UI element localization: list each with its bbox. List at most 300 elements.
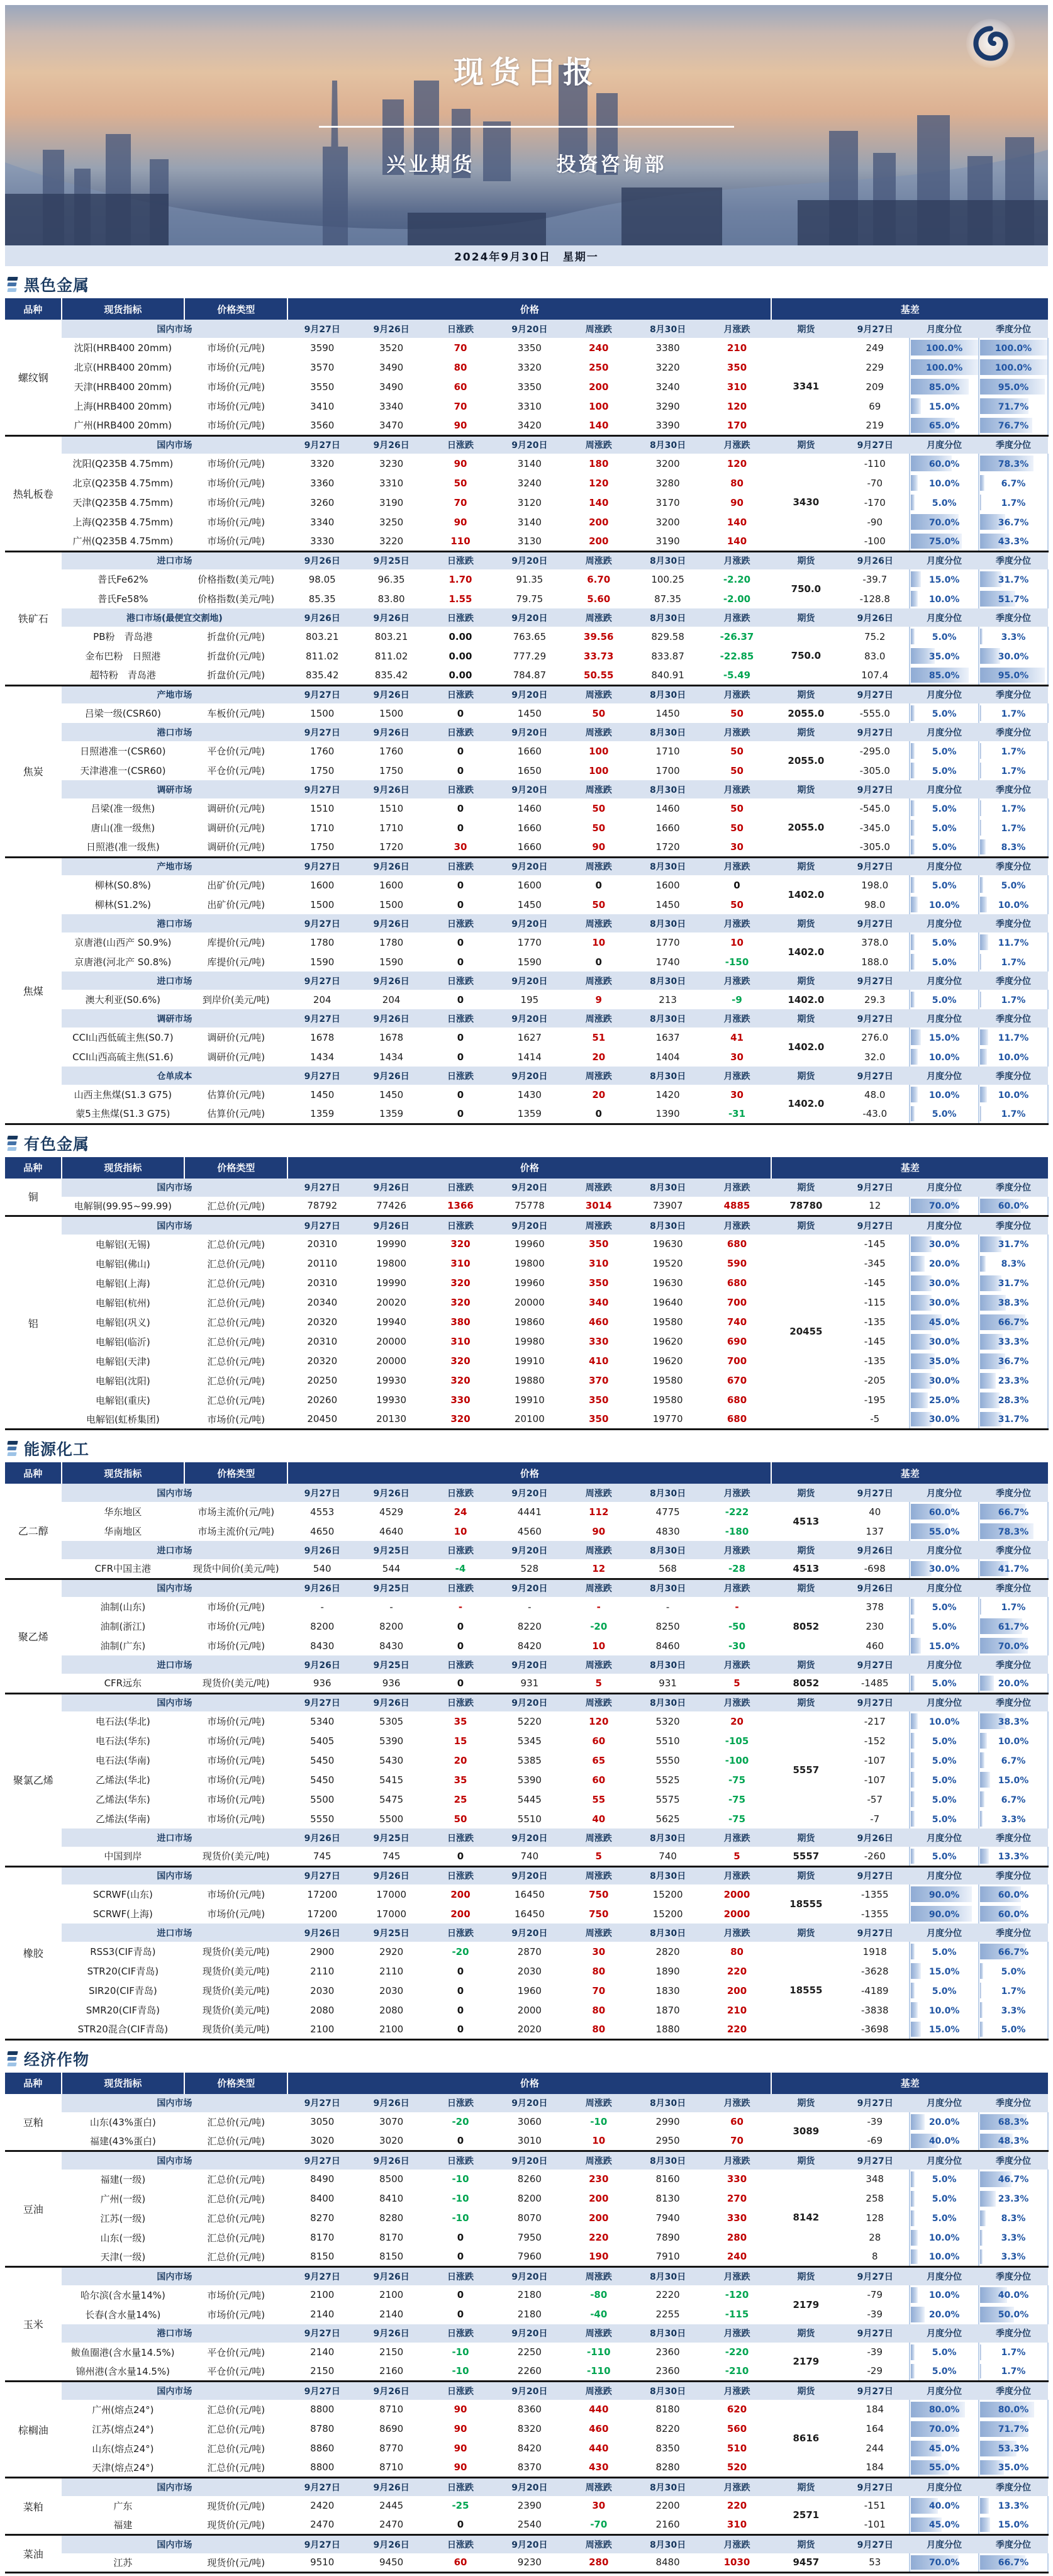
price-type-cell: 市场价(元/吨) <box>184 532 287 551</box>
change-cell: 10 <box>426 1521 495 1541</box>
percentile-bar <box>911 2114 925 2130</box>
price-cell: 3220 <box>633 357 703 377</box>
indicator-header: 现货指标 <box>62 2073 185 2094</box>
price-cell: 8200 <box>357 1616 426 1636</box>
percentile-cell <box>910 1332 979 1352</box>
percentile-value: 10.0% <box>998 1737 1029 1747</box>
change-cell: - <box>426 1597 495 1616</box>
change-cell: 0 <box>426 1047 495 1067</box>
price-cell: 1720 <box>357 837 426 857</box>
change-cell: 50 <box>564 895 633 914</box>
change-cell: 0 <box>426 2516 495 2535</box>
date-header-cell: 月涨跌 <box>703 780 772 798</box>
percentile-cell <box>910 1104 979 1124</box>
price-cell: 3070 <box>357 2112 426 2132</box>
table-row <box>5 818 1048 837</box>
price-cell: 83.80 <box>357 589 426 608</box>
price-cell: 931 <box>633 1674 703 1693</box>
basis-header-cell: 月度分位 <box>910 2382 979 2400</box>
date-header-cell: 9月20日 <box>495 1541 564 1559</box>
change-cell: 270 <box>703 2189 772 2209</box>
price-cell: 8860 <box>287 2439 357 2458</box>
price-cell: 1660 <box>495 837 564 857</box>
date-header-cell: 月涨跌 <box>703 1484 772 1502</box>
futures-price-cell: 18555 <box>771 1942 840 2039</box>
price-cell: 745 <box>357 1847 426 1866</box>
price-group-header: 价格 <box>287 2073 771 2094</box>
change-cell: -26.37 <box>703 627 772 646</box>
date-header-cell: 8月30日 <box>633 2382 703 2400</box>
percentile-value: 70.0% <box>929 1201 960 1211</box>
futures-header-cell: 期货 <box>771 1924 840 1942</box>
change-cell: 680 <box>703 1274 772 1293</box>
price-cell: 829.58 <box>633 627 703 646</box>
change-cell: 0 <box>426 703 495 723</box>
change-cell: 310 <box>564 1254 633 1274</box>
date-header-cell: 8月30日 <box>633 1828 703 1847</box>
basis-header-cell: 9月27日 <box>840 972 910 990</box>
percentile-cell <box>910 2343 979 2362</box>
futures-header-cell: 期货 <box>771 685 840 703</box>
price-cell: 8320 <box>495 2419 564 2439</box>
table-row <box>5 2285 1048 2305</box>
basis-value-cell: 378.0 <box>840 932 910 952</box>
price-cell: 8420 <box>495 2439 564 2458</box>
change-cell: 250 <box>564 357 633 377</box>
date-header-cell: 9月27日 <box>287 914 357 932</box>
date-header-cell: 日涨跌 <box>426 2324 495 2343</box>
basis-value-cell: -90 <box>840 512 910 532</box>
table-row <box>5 1274 1048 1293</box>
change-cell: 70 <box>426 338 495 357</box>
percentile-value: 25.0% <box>929 1396 960 1406</box>
futures-price-cell: 8052 <box>771 1597 840 1655</box>
price-cell: 803.21 <box>357 627 426 646</box>
price-cell: 3010 <box>495 2132 564 2151</box>
basis-header-cell: 月度分位 <box>910 1067 979 1085</box>
price-cell: 763.65 <box>495 627 564 646</box>
change-cell: 80 <box>564 2020 633 2039</box>
indicator-cell: 电石法(华北) <box>62 1711 185 1731</box>
date-header-cell: 9月27日 <box>287 435 357 454</box>
price-cell: 2160 <box>633 2516 703 2535</box>
price-cell: 3120 <box>495 493 564 512</box>
change-cell: 100 <box>564 396 633 416</box>
percentile-cell <box>910 952 979 972</box>
price-type-cell: 价格指数(美元/吨) <box>184 589 287 608</box>
percentile-bar <box>980 2210 986 2226</box>
date-header-cell: 9月20日 <box>495 1009 564 1028</box>
date-header-cell: 月涨跌 <box>703 608 772 627</box>
price-cell: 3200 <box>633 454 703 473</box>
basis-value-cell: -295.0 <box>840 741 910 761</box>
basis-value-cell: 244 <box>840 2439 910 2458</box>
date-header-cell: 9月26日 <box>287 551 357 569</box>
basis-header-cell: 月度分位 <box>910 1484 979 1502</box>
futures-header-cell: 期货 <box>771 780 840 798</box>
date-header-cell: 周涨跌 <box>564 914 633 932</box>
date-header-cell: 8月30日 <box>633 1009 703 1028</box>
table-row <box>5 1313 1048 1332</box>
futures-header-cell: 期货 <box>771 1484 840 1502</box>
date-header-cell: 日涨跌 <box>426 2094 495 2112</box>
price-cell: 5390 <box>495 1770 564 1789</box>
price-cell: 3240 <box>495 473 564 493</box>
table-row <box>5 1332 1048 1352</box>
indicator-cell: 普氏Fe62% <box>62 569 185 589</box>
percentile-cell <box>979 1711 1048 1731</box>
percentile-cell <box>979 1352 1048 1371</box>
price-cell: 8410 <box>357 2189 426 2209</box>
percentile-cell <box>979 2305 1048 2324</box>
percentile-bar <box>911 1944 914 1959</box>
date-header-cell: 9月20日 <box>495 780 564 798</box>
futures-header-cell: 期货 <box>771 2478 840 2496</box>
percentile-cell <box>910 1502 979 1521</box>
market-subheader-row <box>5 1216 1048 1235</box>
indicator-cell: 长春(含水量14%) <box>62 2305 185 2324</box>
date-header-cell: 日涨跌 <box>426 1828 495 1847</box>
basis-header-cell: 月度分位 <box>910 2267 979 2285</box>
percentile-cell <box>979 1410 1048 1430</box>
price-cell: 1590 <box>357 952 426 972</box>
change-cell: 140 <box>703 532 772 551</box>
price-cell: 3490 <box>357 357 426 377</box>
price-type-cell: 汇总价(元/吨) <box>184 1332 287 1352</box>
basis-header-cell: 9月27日 <box>840 780 910 798</box>
market-subheader-row <box>5 780 1048 798</box>
date-header-cell: 9月25日 <box>357 1541 426 1559</box>
price-cell: 2390 <box>495 2496 564 2516</box>
change-cell: 0.00 <box>426 627 495 646</box>
percentile-value: 3.3% <box>1001 1815 1026 1825</box>
date-header-cell: 9月26日 <box>357 780 426 798</box>
price-cell: 19930 <box>357 1391 426 1410</box>
date-header-cell: 9月27日 <box>287 1067 357 1085</box>
basis-header-cell: 9月27日 <box>840 1484 910 1502</box>
change-cell: 320 <box>426 1352 495 1371</box>
indicator-cell: 京唐港(山西产 S0.9%) <box>62 932 185 952</box>
percentile-bar <box>980 1087 987 1102</box>
percentile-value: 5.0% <box>932 1109 957 1119</box>
basis-header-cell: 9月27日 <box>840 1179 910 1197</box>
price-cell: 19990 <box>357 1274 426 1293</box>
date-header-cell: 9月26日 <box>357 972 426 990</box>
percentile-bar <box>911 495 914 510</box>
table-row <box>5 512 1048 532</box>
price-cell: 1760 <box>357 741 426 761</box>
variety-cell: 铝 <box>5 1216 62 1430</box>
percentile-bar <box>980 820 981 836</box>
change-cell: 50 <box>426 473 495 493</box>
price-cell: 8800 <box>287 2400 357 2419</box>
price-cell: 1500 <box>287 895 357 914</box>
percentile-cell <box>979 666 1048 685</box>
percentile-cell <box>979 1559 1048 1579</box>
percentile-bar <box>911 1256 925 1272</box>
price-cell: 8250 <box>633 1616 703 1636</box>
price-type-cell: 现货价(美元/吨) <box>184 2020 287 2039</box>
market-subheader-row <box>5 608 1048 627</box>
basis-header-cell: 9月27日 <box>840 2324 910 2343</box>
price-cell: 2470 <box>357 2516 426 2535</box>
date-header-cell: 9月27日 <box>287 1216 357 1235</box>
indicator-cell: CFR远东 <box>62 1674 185 1693</box>
table-row <box>5 2132 1048 2151</box>
percentile-cell <box>979 646 1048 666</box>
percentile-value: 30.0% <box>929 1414 960 1425</box>
percentile-value: 10.0% <box>929 2290 960 2300</box>
indicator-cell: 乙烯法(华北) <box>62 1770 185 1789</box>
change-cell: 20 <box>564 1085 633 1104</box>
market-subheader-row <box>5 685 1048 703</box>
date-header-cell: 日涨跌 <box>426 914 495 932</box>
price-cell: 7940 <box>633 2209 703 2228</box>
change-cell: 320 <box>426 1410 495 1430</box>
date-header-cell: 月涨跌 <box>703 2151 772 2170</box>
change-cell: 750 <box>564 1884 633 1904</box>
price-cell: 5550 <box>287 1809 357 1828</box>
basis-header-cell: 9月26日 <box>840 1541 910 1559</box>
date-header-cell: 月涨跌 <box>703 1828 772 1847</box>
price-cell: 8350 <box>633 2439 703 2458</box>
change-cell: 440 <box>564 2400 633 2419</box>
futures-price-cell: 2055.0 <box>771 703 840 723</box>
indicator-cell: 沈阳(Q235B 4.75mm) <box>62 454 185 473</box>
market-subheader-row <box>5 972 1048 990</box>
table-row <box>5 1293 1048 1313</box>
section-marker-icon <box>8 277 18 292</box>
percentile-bar <box>911 1275 931 1291</box>
basis-value-cell: 107.4 <box>840 666 910 685</box>
percentile-cell <box>910 1197 979 1216</box>
percentile-cell <box>910 1636 979 1655</box>
percentile-cell <box>910 2305 979 2324</box>
basis-header-cell: 9月27日 <box>840 2382 910 2400</box>
table-row <box>5 2209 1048 2228</box>
basis-header-cell: 月度分位 <box>910 972 979 990</box>
change-cell: 90 <box>426 416 495 435</box>
percentile-bar <box>911 1638 921 1654</box>
percentile-value: 30.0% <box>998 652 1029 662</box>
change-cell: 140 <box>564 493 633 512</box>
date-header-cell: 周涨跌 <box>564 780 633 798</box>
price-cell: 79.75 <box>495 589 564 608</box>
change-cell: -20 <box>426 2112 495 2132</box>
table-row <box>5 2439 1048 2458</box>
market-subheader-row <box>5 1828 1048 1847</box>
section-marker-icon <box>8 1136 18 1151</box>
basis-header-cell: 月度分位 <box>910 2478 979 2496</box>
percentile-cell <box>910 627 979 646</box>
percentile-cell <box>979 837 1048 857</box>
change-cell: - <box>564 1597 633 1616</box>
percentile-value: 100.0% <box>995 344 1032 354</box>
price-cell: 8260 <box>495 2170 564 2189</box>
percentile-value: 10.0% <box>929 2006 960 2016</box>
change-cell: -28 <box>703 1559 772 1579</box>
percentile-cell <box>979 2553 1048 2573</box>
change-cell: 50 <box>564 703 633 723</box>
price-cell: 8500 <box>357 2170 426 2189</box>
indicator-cell: 天津(Q235B 4.75mm) <box>62 493 185 512</box>
basis-header-cell: 季度分位 <box>979 972 1048 990</box>
change-cell: 5.60 <box>564 589 633 608</box>
market-label-cell: 港口市场 <box>62 723 288 741</box>
indicator-cell: 江苏 <box>62 2553 185 2573</box>
change-cell: 350 <box>564 1235 633 1254</box>
change-cell: -50 <box>703 1616 772 1636</box>
percentile-bar <box>911 629 914 644</box>
price-cell: 1770 <box>633 932 703 952</box>
percentile-value: 6.7% <box>1001 1756 1026 1766</box>
percentile-value: 20.0% <box>929 2310 960 2320</box>
percentile-cell <box>979 761 1048 780</box>
percentile-value: 6.7% <box>1001 1795 1026 1805</box>
change-cell: 0 <box>426 761 495 780</box>
price-cell: 3220 <box>357 532 426 551</box>
price-cell: 1660 <box>495 741 564 761</box>
date-header-cell: 日涨跌 <box>426 723 495 741</box>
percentile-value: 53.3% <box>998 2444 1029 2454</box>
price-type-cell: 汇总价(元/吨) <box>184 1391 287 1410</box>
indicator-cell: 电解铝(天津) <box>62 1352 185 1371</box>
price-cell: 19910 <box>495 1352 564 1371</box>
change-cell: 70 <box>426 396 495 416</box>
change-cell: 0 <box>426 895 495 914</box>
price-cell: 2100 <box>287 2020 357 2039</box>
market-subheader-row <box>5 2535 1048 2553</box>
date-header-cell: 9月25日 <box>357 551 426 569</box>
price-cell: 1510 <box>287 798 357 818</box>
market-label-cell: 国内市场 <box>62 1693 288 1711</box>
market-label-cell: 进口市场 <box>62 1828 288 1847</box>
change-cell: 0 <box>426 1085 495 1104</box>
percentile-cell <box>979 1674 1048 1693</box>
date-header-cell: 月涨跌 <box>703 1009 772 1028</box>
change-cell: 10 <box>564 932 633 952</box>
basis-header-cell: 季度分位 <box>979 1579 1048 1597</box>
percentile-value: 51.7% <box>998 595 1029 605</box>
change-cell: 6.70 <box>564 569 633 589</box>
price-cell: 5500 <box>287 1789 357 1809</box>
change-cell: - <box>703 1597 772 1616</box>
table-row <box>5 1104 1048 1124</box>
change-cell: 30 <box>703 1085 772 1104</box>
basis-header-cell: 9月27日 <box>840 1216 910 1235</box>
basis-header-cell: 季度分位 <box>979 2382 1048 2400</box>
indicator-cell: 广州(熔点24°) <box>62 2400 185 2419</box>
section-title <box>8 1134 1048 1153</box>
percentile-value: 3.3% <box>1001 2252 1026 2262</box>
section-title <box>8 275 1048 294</box>
date-header-cell: 月涨跌 <box>703 320 772 338</box>
basis-value-cell: -217 <box>840 1711 910 1731</box>
percentile-value: 31.7% <box>998 1279 1029 1289</box>
percentile-bar <box>911 1963 921 1979</box>
percentile-bar <box>980 1256 986 1272</box>
commodity-table <box>5 2073 1048 2574</box>
price-cell: 20260 <box>287 1391 357 1410</box>
table-row <box>5 1789 1048 1809</box>
percentile-cell <box>979 396 1048 416</box>
basis-header-cell: 月度分位 <box>910 1541 979 1559</box>
section-title <box>8 2049 1048 2068</box>
basis-header-cell: 季度分位 <box>979 435 1048 454</box>
indicator-cell: 电解铝(上海) <box>62 1274 185 1293</box>
change-cell: 510 <box>703 2439 772 2458</box>
market-label-cell: 国内市场 <box>62 2535 288 2553</box>
percentile-cell <box>979 2516 1048 2535</box>
price-cell: 17200 <box>287 1904 357 1924</box>
basis-header-cell: 季度分位 <box>979 1179 1048 1197</box>
basis-header-cell: 季度分位 <box>979 780 1048 798</box>
price-cell: 1600 <box>495 875 564 895</box>
price-cell: 3350 <box>495 377 564 396</box>
percentile-cell <box>910 2439 979 2458</box>
change-cell: 330 <box>703 2170 772 2189</box>
market-label-cell: 国内市场 <box>62 2478 288 2496</box>
price-cell: 2020 <box>495 2020 564 2039</box>
price-cell: 1770 <box>495 932 564 952</box>
percentile-bar <box>980 2191 996 2207</box>
change-cell: 50.55 <box>564 666 633 685</box>
percentile-cell <box>910 2189 979 2209</box>
price-cell: 8400 <box>287 2189 357 2209</box>
market-label-cell: 进口市场 <box>62 1924 288 1942</box>
indicator-cell: 电解铜(99.95~99.99) <box>62 1197 185 1216</box>
price-cell: 5575 <box>633 1789 703 1809</box>
percentile-cell <box>979 377 1048 396</box>
change-cell: 310 <box>426 1332 495 1352</box>
percentile-value: 35.0% <box>998 2463 1029 2473</box>
percentile-value: 13.3% <box>998 2501 1029 2511</box>
futures-price-cell: 2179 <box>771 2343 840 2382</box>
percentile-cell <box>910 1789 979 1809</box>
table-row <box>5 952 1048 972</box>
change-cell: 240 <box>703 2248 772 2267</box>
price-type-cell: 市场价(元/吨) <box>184 473 287 493</box>
price-type-cell: 现货价(元/吨) <box>184 2496 287 2516</box>
percentile-cell <box>979 703 1048 723</box>
price-cell: 77426 <box>357 1197 426 1216</box>
price-cell: 2445 <box>357 2496 426 2516</box>
percentile-cell <box>979 1254 1048 1274</box>
percentile-bar <box>911 1811 914 1827</box>
percentile-bar <box>980 2364 981 2379</box>
basis-header-cell: 季度分位 <box>979 857 1048 875</box>
price-cell: 20340 <box>287 1293 357 1313</box>
change-cell: 35 <box>426 1770 495 1789</box>
price-type-cell: 市场价(元/吨) <box>184 1731 287 1750</box>
date-header-cell: 9月20日 <box>495 2478 564 2496</box>
indicator-cell: 油制(浙江) <box>62 1616 185 1636</box>
price-type-cell: 汇总价(元/吨) <box>184 2439 287 2458</box>
date-header-cell: 周涨跌 <box>564 1693 633 1711</box>
price-cell: 803.21 <box>287 627 357 646</box>
percentile-bar <box>911 1713 918 1729</box>
date-header-cell: 月涨跌 <box>703 857 772 875</box>
basis-value-cell: -345 <box>840 1254 910 1274</box>
change-cell: 110 <box>426 532 495 551</box>
change-cell: -100 <box>703 1750 772 1770</box>
price-cell: 20000 <box>495 1293 564 1313</box>
table-row <box>5 646 1048 666</box>
percentile-cell <box>910 1235 979 1254</box>
price-cell: 5450 <box>287 1750 357 1770</box>
price-cell: 20020 <box>357 1293 426 1313</box>
percentile-value: 5.0% <box>932 958 957 968</box>
